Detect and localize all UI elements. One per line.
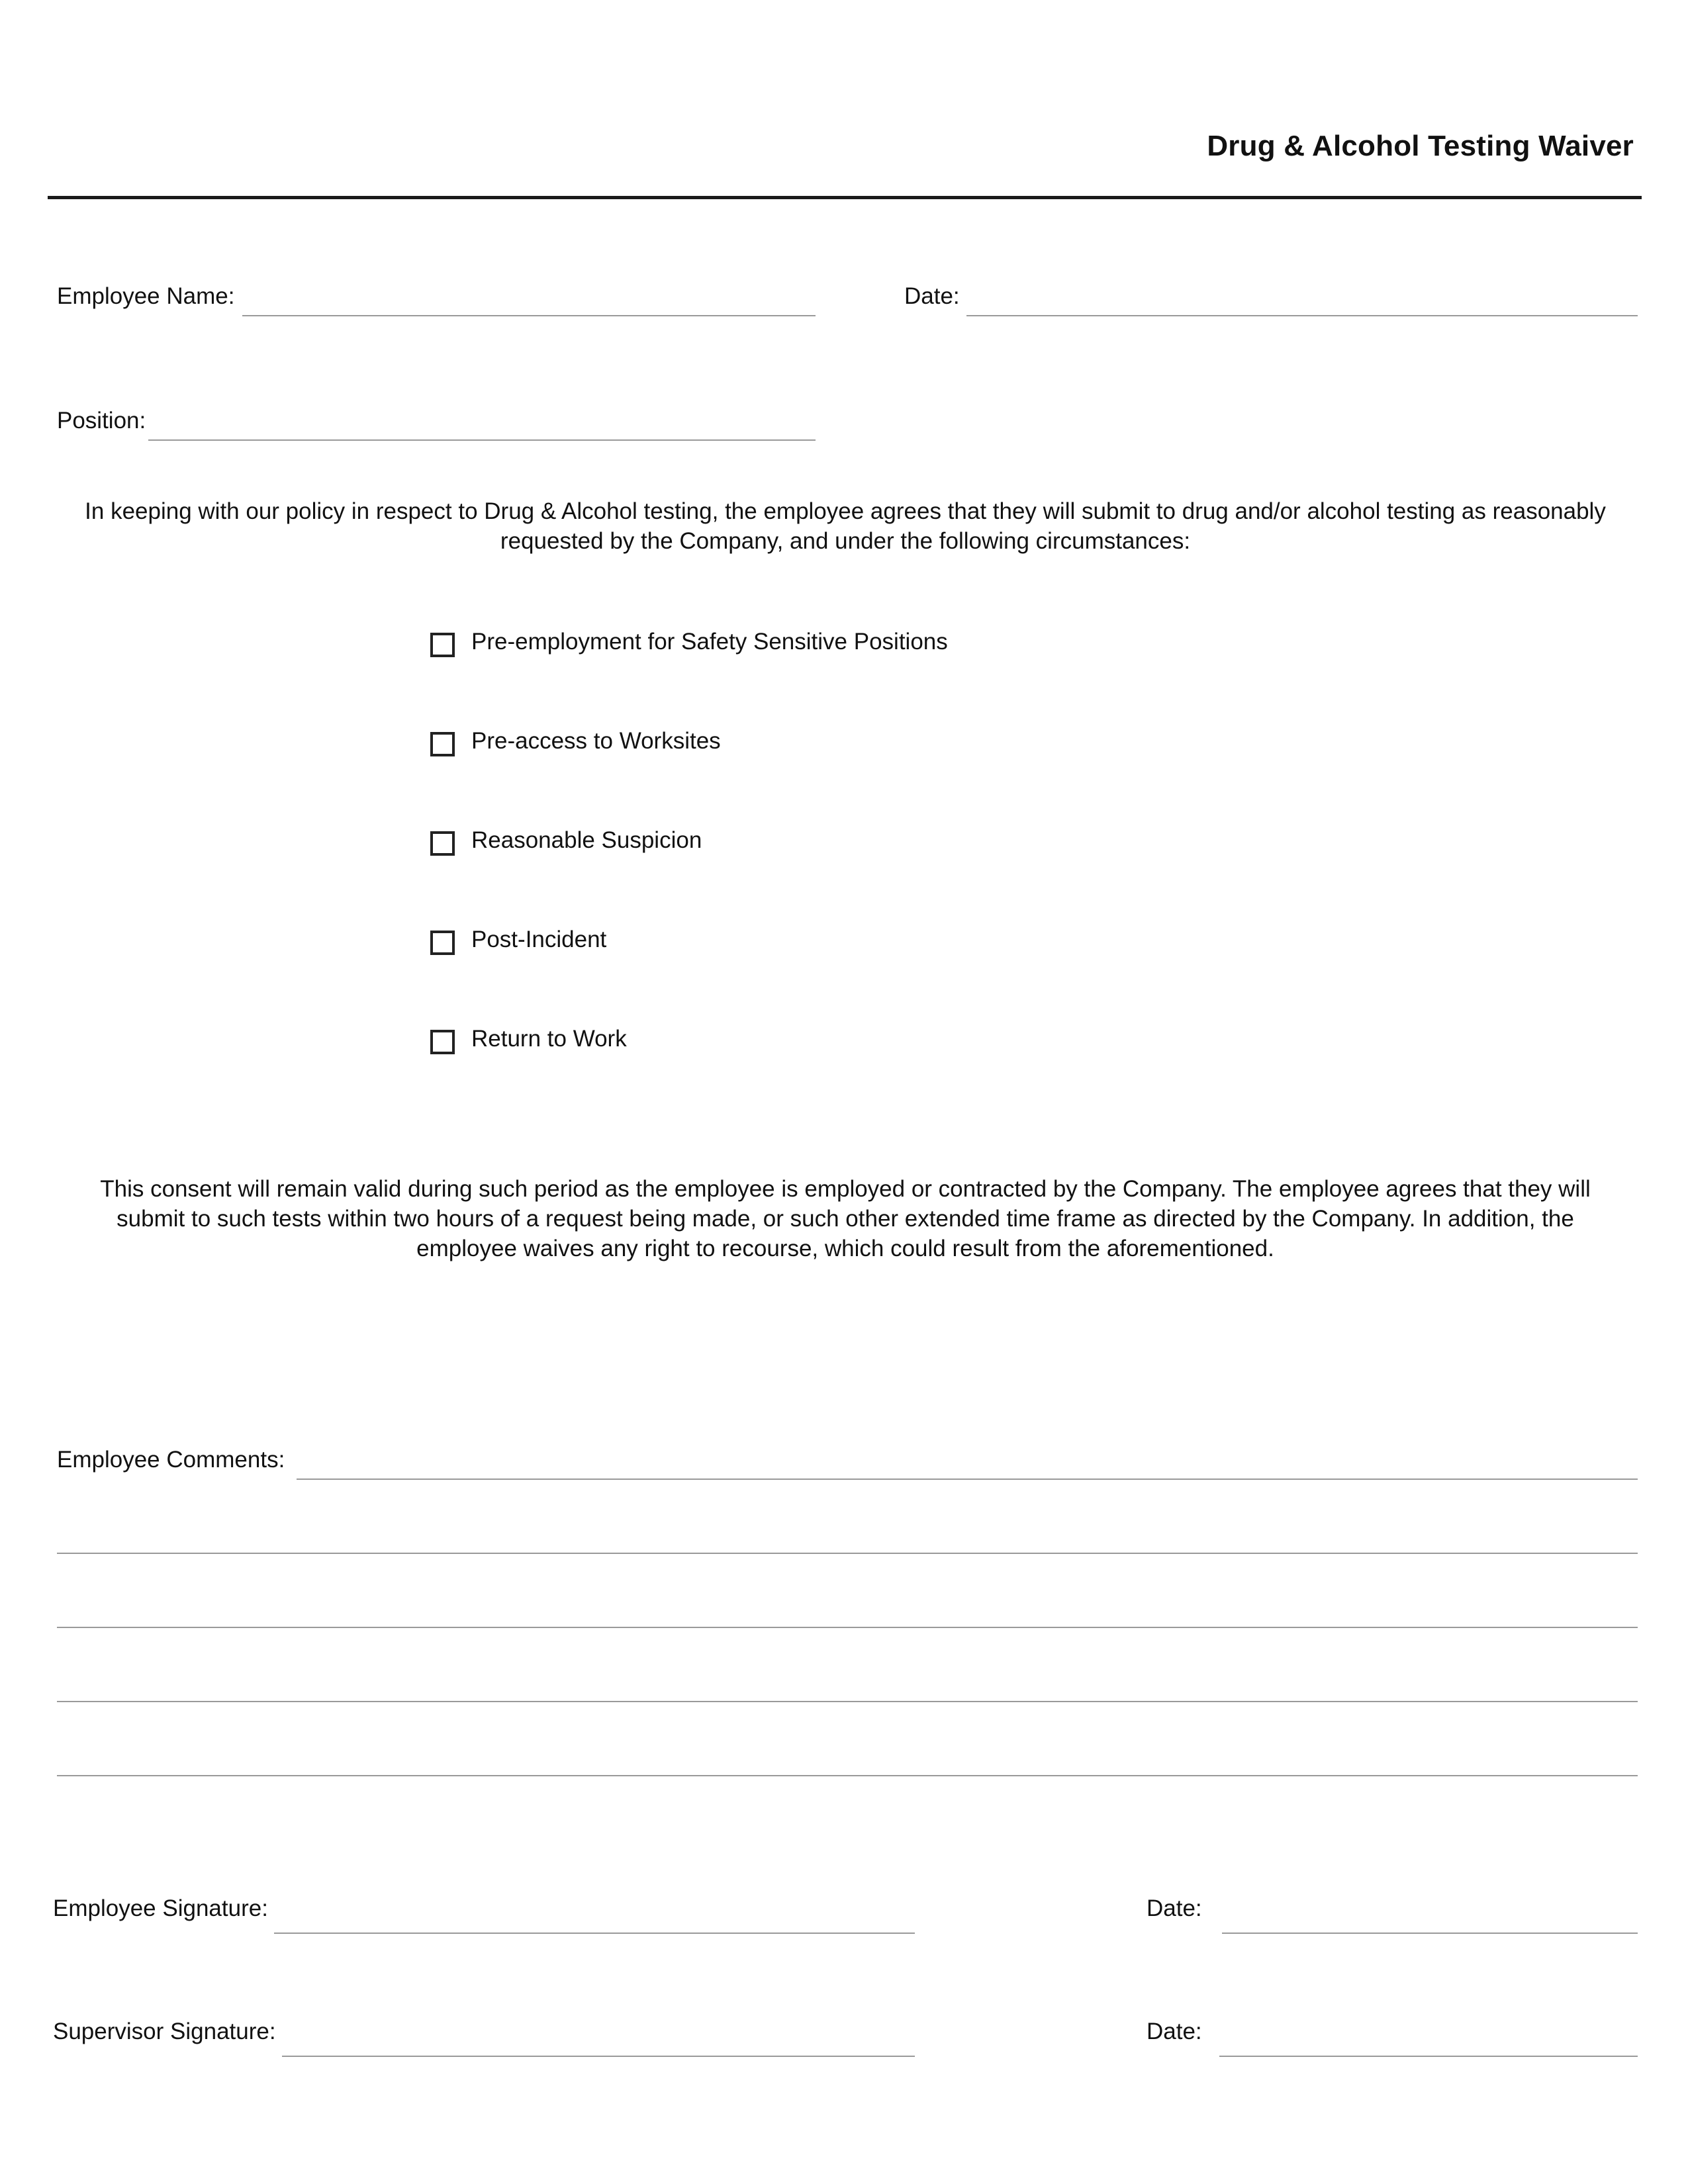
checkbox-label-pre-access: Pre-access to Worksites: [471, 728, 721, 754]
comments-line-5[interactable]: [57, 1775, 1638, 1776]
checkbox-label-return-to-work: Return to Work: [471, 1026, 627, 1052]
consent-paragraph: This consent will remain valid during such period as the employee is employed or contracted by the Company. The employee agrees that they will submit to such tests within two hours of a request being made, or such other extended time frame as directed by the Company. In addition, the employee waives any right to recourse, which could result from the aforementioned.: [100, 1176, 1591, 1261]
employee-signature-date-label: Date:: [1147, 1895, 1202, 1921]
checkbox-label-pre-employment: Pre-employment for Safety Sensitive Positions: [471, 629, 948, 655]
checkbox-reasonable-suspicion[interactable]: [430, 831, 455, 856]
checkbox-pre-access[interactable]: [430, 732, 455, 756]
employee-name-field[interactable]: [242, 315, 816, 316]
title-divider: [48, 196, 1642, 199]
checkbox-label-post-incident: Post-Incident: [471, 927, 607, 952]
checkbox-label-reasonable-suspicion: Reasonable Suspicion: [471, 827, 702, 853]
supervisor-signature-field[interactable]: [282, 2056, 915, 2057]
employee-comments-label: Employee Comments:: [57, 1447, 285, 1473]
checkbox-return-to-work[interactable]: [430, 1030, 455, 1054]
comments-line-3[interactable]: [57, 1627, 1638, 1628]
supervisor-signature-date-field[interactable]: [1219, 2056, 1638, 2057]
document-title: Drug & Alcohol Testing Waiver: [1207, 130, 1634, 162]
position-field[interactable]: [148, 439, 816, 441]
comments-line-2[interactable]: [57, 1553, 1638, 1554]
checkbox-post-incident[interactable]: [430, 931, 455, 955]
supervisor-signature-date-label: Date:: [1147, 2019, 1202, 2044]
date-label: Date:: [904, 283, 960, 309]
intro-paragraph: In keeping with our policy in respect to Drug & Alcohol testing, the employee agrees that they will submit to drug and/or alcohol testing as reasonably requested by the Company, and under the following circumstances:: [85, 498, 1606, 554]
employee-signature-field[interactable]: [274, 1933, 915, 1934]
supervisor-signature-label: Supervisor Signature:: [53, 2019, 276, 2044]
employee-signature-label: Employee Signature:: [53, 1895, 268, 1921]
checkbox-pre-employment[interactable]: [430, 633, 455, 657]
employee-signature-date-field[interactable]: [1222, 1933, 1638, 1934]
date-field[interactable]: [966, 315, 1638, 316]
comments-line-4[interactable]: [57, 1701, 1638, 1702]
comments-line-1[interactable]: [297, 1479, 1638, 1480]
employee-name-label: Employee Name:: [57, 283, 235, 309]
position-label: Position:: [57, 408, 146, 433]
